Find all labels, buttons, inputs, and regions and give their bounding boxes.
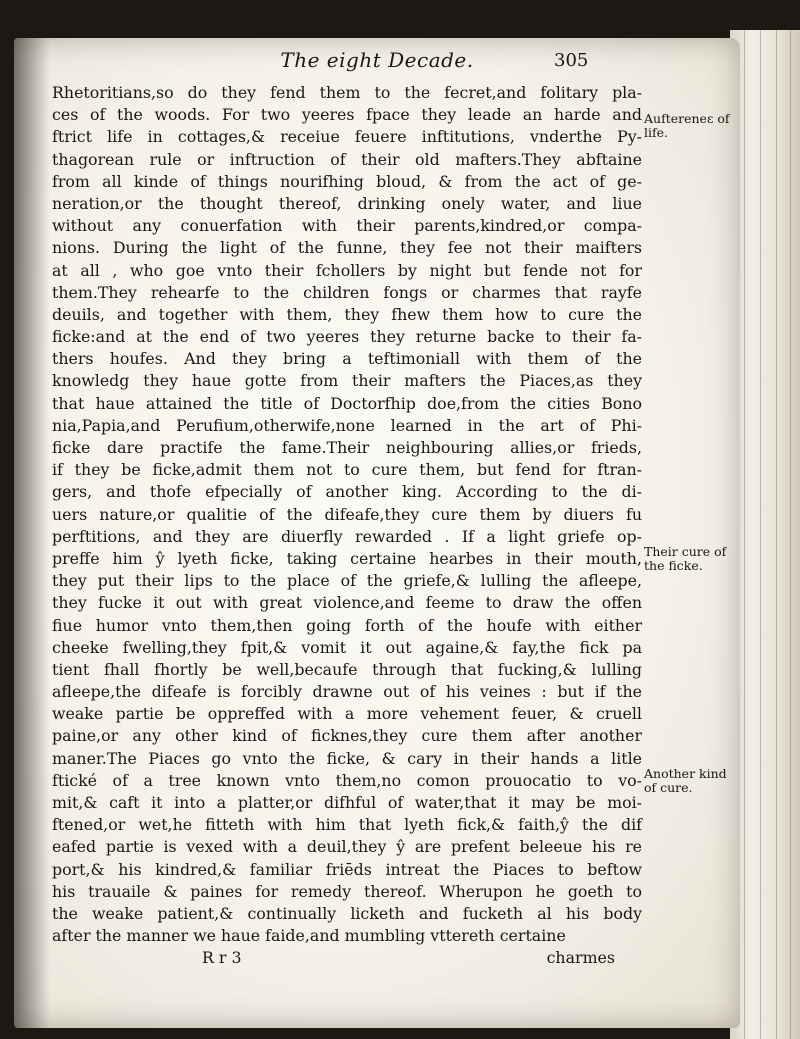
marginal-note-another-cure: Another kind of cure. xyxy=(644,766,727,795)
text-line: weake partie be oppreffed with a more vehement feuer, & cruell xyxy=(52,704,642,724)
text-line: thagorean rule or inftruction of their old mafters.They abftaine xyxy=(52,149,642,169)
text-line: ftické of a tree known vnto them,no comon prouocatio to vo- xyxy=(52,770,642,790)
text-line: the weake patient,& continually licketh and fucketh al his body xyxy=(52,903,642,923)
gutter-shadow xyxy=(14,38,50,1028)
text-line: that haue attained the title of Doctorfhip doe,from the cities Bono xyxy=(52,393,642,413)
signature-mark: R r 3 xyxy=(202,948,242,968)
text-line: eafed partie is vexed with a deuil,they ŷ are prefent beleeue his re xyxy=(52,837,642,857)
marginal-note-cure-of-sick: Their cure of the ficke. xyxy=(644,544,727,573)
text-line: perftitions, and they are diuerfly rewarded . If a light griefe op- xyxy=(52,526,642,546)
signature-line xyxy=(52,947,642,969)
text-line: ficke:and at the end of two yeeres they returne backe to their fa- xyxy=(52,327,642,347)
text-line: his trauaile & paines for remedy thereof. Wherupon he goeth to xyxy=(52,881,642,901)
text-line: mit,& caft it into a platter,or difhful of water,that it may be moi- xyxy=(52,793,642,812)
text-line: ftened,or wet,he fitteth with him that lyeth fick,& faith,ŷ the dif xyxy=(52,815,642,835)
text-line: ces of the woods. For two yeeres fpace they leade an harde and xyxy=(52,105,642,125)
running-head xyxy=(14,46,740,80)
text-line: they fucke it out with great violence,and feeme to draw the offen xyxy=(52,593,642,613)
text-line: thers houfes. And they bring a teftimoniall with them of the xyxy=(52,349,642,369)
running-title: The eight Decade. xyxy=(280,48,474,72)
book-page xyxy=(14,38,740,1028)
text-line: tient fhall fhortly be well,becaufe through that fucking,& lulling xyxy=(52,659,642,679)
text-line: Rhetoritians,so do they fend them to the fecret,and folitary pla- xyxy=(52,83,642,102)
text-line: maner.The Piaces go vnto the ficke, & cary in their hands a litle xyxy=(52,748,642,768)
text-line: gers, and thofe efpecially of another king. According to the di- xyxy=(52,482,642,502)
text-line: from all kinde of things nourifhing bloud, & from the act of ge- xyxy=(52,171,642,191)
text-line: preffe him ŷ lyeth ficke, taking certaine hearbes in their mouth, xyxy=(52,548,642,568)
catchword: charmes xyxy=(546,948,616,968)
text-line: if they be ficke,admit them not to cure them, but fend for ftran- xyxy=(52,460,642,480)
text-line: at all , who goe vnto their fchollers by night but fende not for xyxy=(52,260,642,280)
text-line: without any conuerfation with their parents,kindred,or compa- xyxy=(52,216,642,236)
text-line: them.They rehearfe to the children fongs or charmes that rayfe xyxy=(52,282,642,302)
marginal-note-austereness: Auftereneε of life. xyxy=(644,111,730,140)
text-line: fiue humor vnto them,then going forth of the houfe with either xyxy=(52,615,642,635)
text-line: uers nature,or qualitie of the difeafe,they cure them by diuers fu xyxy=(52,504,642,524)
text-line: afleepe,the difeafe is forcibly drawne out of his veines : but if the xyxy=(52,682,642,702)
text-line: port,& his kindred,& familiar friēds intreat the Piaces to beftow xyxy=(52,859,642,879)
text-line: after the manner we haue faide,and mumbling vttereth certaine xyxy=(52,926,566,946)
text-line: ftrict life in cottages,& receiue feuere inftitutions, vnderthe Py- xyxy=(52,127,642,147)
text-line: nia,Papia,and Perufium,otherwife,none learned in the art of Phi- xyxy=(52,415,642,435)
text-line: deuils, and together with them, they fhew them how to cure the xyxy=(52,304,642,324)
text-line: neration,or the thought thereof, drinking onely water, and liue xyxy=(52,193,642,213)
text-line: nions. During the light of the funne, they fee not their maifters xyxy=(52,238,642,258)
stacked-page-edges xyxy=(730,30,800,1039)
text-line: cheeke fwelling,they fpit,& vomit it out againe,& fay,the fick pa xyxy=(52,637,642,657)
page-number: 305 xyxy=(554,50,589,71)
text-line: paine,or any other kind of ficknes,they cure them after another xyxy=(52,726,642,746)
text-line: knowledg they haue gotte from their mafters the Piaces,as they xyxy=(52,371,642,391)
text-line: they put their lips to the place of the griefe,& lulling the afleepe, xyxy=(52,571,642,591)
text-line: ficke dare practife the fame.Their neighbouring allies,or frieds, xyxy=(52,438,642,457)
body-text xyxy=(52,82,642,970)
